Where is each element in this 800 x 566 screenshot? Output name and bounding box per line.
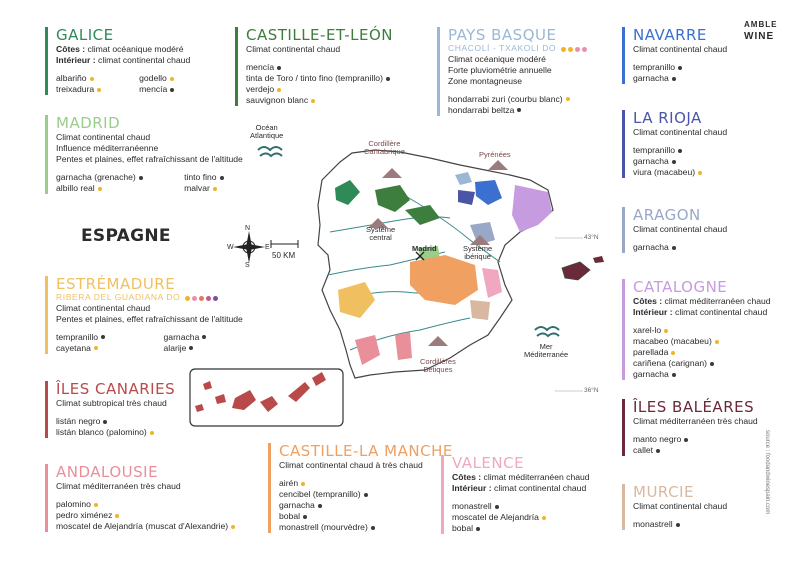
- grape-list: [633, 145, 727, 178]
- grape-item: [633, 347, 771, 358]
- climate-line: [448, 76, 587, 87]
- climate-text: Climat continental chaud: [56, 302, 151, 313]
- white-grape-dot-icon: [277, 88, 281, 92]
- red-grape-dot-icon: [202, 335, 206, 339]
- grape-name: hondarrabi beltza: [448, 104, 515, 115]
- climate-line: [452, 472, 590, 483]
- grape-item: [184, 183, 243, 194]
- grape-item: [56, 73, 117, 84]
- zone-murcie: [470, 300, 490, 320]
- source-credit: source : foodandwinespain.com: [764, 430, 770, 515]
- grape-name: bobal: [452, 523, 474, 533]
- climate-line: [633, 224, 727, 235]
- grape-item: [246, 73, 393, 84]
- red-grape-dot-icon: [386, 77, 390, 81]
- grape-item: [56, 510, 235, 521]
- grape-name: cayetana: [56, 342, 91, 353]
- grape-list: [633, 242, 727, 253]
- mountain-pyrenees: [488, 160, 508, 170]
- grape-name: moscatel de Alejandría: [452, 512, 539, 522]
- grape-name: garnacha: [633, 73, 669, 83]
- climate-text: Climat continental chaud: [56, 132, 151, 142]
- grape-item: [633, 519, 727, 530]
- grape-item: [633, 242, 727, 253]
- red-grape-dot-icon: [672, 246, 676, 250]
- climate-zone-label: Côtes :: [452, 472, 482, 482]
- climate-zone-label: Côtes :: [633, 296, 663, 306]
- white-grape-dot-icon: [90, 77, 94, 81]
- region-andalousie: [45, 464, 235, 532]
- climate-text: Climat continental chaud: [633, 224, 728, 234]
- grape-item: [279, 511, 453, 522]
- grape-item: [56, 332, 142, 343]
- climate-line: [56, 132, 243, 143]
- region-name: CASTILLE-LA MANCHE: [279, 442, 453, 460]
- grape-list: [56, 499, 235, 532]
- grape-list: [279, 478, 453, 533]
- grape-item: [633, 167, 727, 178]
- grape-name: tinta de Toro / tinto fino (tempranillo): [246, 73, 383, 83]
- red-grape-dot-icon: [364, 493, 368, 497]
- grape-name: parellada: [633, 347, 669, 357]
- red-grape-dot-icon: [170, 88, 174, 92]
- red-grape-dot-icon: [672, 77, 676, 81]
- climate-line: [633, 501, 727, 512]
- grape-name: garnacha: [633, 242, 669, 252]
- grape-name: xarel-lo: [633, 325, 662, 335]
- logo-line-2: WINE: [744, 31, 775, 42]
- grape-item: [633, 325, 771, 336]
- climate-line: [448, 65, 587, 76]
- region-iles-baleares: [622, 399, 758, 456]
- red-grape-dot-icon: [476, 527, 480, 531]
- region-name: ANDALOUSIE: [56, 463, 159, 481]
- climate-text: Climat continental chaud: [633, 44, 728, 54]
- region-madrid: [45, 115, 243, 194]
- climate-line: [448, 54, 587, 65]
- grape-list: [56, 172, 243, 194]
- grape-name: albariño: [56, 73, 87, 83]
- region-name: LA RIOJA: [633, 109, 702, 127]
- grape-item: [633, 445, 758, 456]
- climate-text: Climat océanique modéré: [448, 53, 546, 64]
- grape-item: [633, 369, 771, 380]
- grape-item: [448, 105, 587, 116]
- grape-item: [633, 358, 771, 369]
- white-grape-dot-icon: [94, 503, 98, 507]
- climate-line: [452, 483, 590, 494]
- grape-list: [633, 325, 771, 380]
- red-grape-dot-icon: [656, 449, 660, 453]
- compass-e: E: [265, 244, 270, 251]
- grape-list: [56, 332, 243, 354]
- red-grape-dot-icon: [672, 373, 676, 377]
- climate-text: Influence méditerranéenne: [56, 143, 159, 153]
- grape-name: treixadura: [56, 84, 95, 94]
- label-mer-mediterranee: Mer Méditerranée: [524, 342, 569, 359]
- region-name: MURCIE: [633, 483, 694, 501]
- grape-list: [56, 416, 175, 438]
- climate-text: Climat méditerranéen très chaud: [633, 416, 758, 426]
- label-cordillere-cantabrique: Cordillère Cantabrique: [364, 139, 405, 156]
- climate-line: [56, 44, 190, 55]
- grape-name: mencía: [246, 62, 275, 72]
- grape-name: garnacha: [633, 369, 669, 379]
- grape-name: verdejo: [246, 84, 275, 94]
- climate-line: [633, 416, 758, 427]
- appellation-name: CHACOLÍ - TXAKOLI DO: [448, 43, 557, 53]
- label-ocean-atlantique: Océan Atlantique: [250, 123, 284, 140]
- region-name: CASTILLE-ET-LEÓN: [246, 26, 393, 44]
- climate-text: climat continental chaud: [95, 55, 191, 65]
- grape-item: [246, 62, 393, 73]
- grape-item: [279, 489, 453, 500]
- grape-name: listán negro: [56, 416, 101, 426]
- grape-list: [448, 94, 587, 116]
- grape-name: albillo real: [56, 183, 95, 193]
- label-pyrenees: Pyrénées: [479, 150, 511, 159]
- grape-item: [279, 478, 453, 489]
- grape-name: airén: [279, 478, 299, 488]
- climate-line: [56, 481, 235, 492]
- grape-item: [184, 172, 243, 183]
- red-grape-dot-icon: [684, 438, 688, 442]
- climate-text: Pentes et plaines, effet rafraîchissant de l'altitude: [56, 313, 243, 324]
- climate-line: [56, 55, 190, 66]
- wave-icon-atlantique: [258, 147, 282, 156]
- grape-name: mencía: [139, 84, 168, 94]
- grape-item: [279, 500, 453, 511]
- grape-name: garnacha (grenache): [56, 172, 136, 182]
- scale-bar: [271, 240, 298, 248]
- amble-wine-logo: [744, 20, 784, 54]
- region-name: MADRID: [56, 114, 121, 132]
- appellation-color-dots: [559, 44, 587, 54]
- grape-item: [164, 343, 243, 354]
- climate-text: climat méditerranéen chaud: [481, 472, 590, 482]
- region-name: VALENCE: [452, 454, 525, 472]
- red-grape-dot-icon: [101, 335, 105, 339]
- grape-name: tempranillo: [633, 62, 676, 72]
- climate-text: Zone montagneuse: [448, 75, 523, 86]
- red-grape-dot-icon: [220, 176, 224, 180]
- grape-item: [246, 84, 393, 95]
- island-menorca: [593, 256, 604, 263]
- red-grape-dot-icon: [678, 149, 682, 153]
- climate-zone-label: Intérieur :: [633, 307, 673, 317]
- islands-baleares: [562, 262, 590, 280]
- region-catalogne: [622, 279, 771, 380]
- latitude-36n: 36°N: [584, 387, 599, 394]
- region-pays-basque: [437, 27, 587, 116]
- red-grape-dot-icon: [277, 66, 281, 70]
- region-castille-la-manche: [268, 443, 453, 533]
- red-grape-dot-icon: [371, 526, 375, 530]
- climate-text: Climat méditerranéen très chaud: [56, 481, 181, 491]
- white-grape-dot-icon: [213, 187, 217, 191]
- grape-name: garnacha: [163, 331, 200, 342]
- region-galice: [45, 27, 190, 95]
- region-name: GALICE: [56, 26, 114, 44]
- grape-item: [56, 172, 162, 183]
- grape-item: [56, 84, 117, 95]
- grape-item: [633, 434, 758, 445]
- climate-line: [633, 296, 771, 307]
- grape-list: [633, 434, 758, 456]
- grape-name: garnacha: [279, 500, 315, 510]
- region-name: PAYS BASQUE: [448, 26, 557, 44]
- grape-item: [56, 499, 235, 510]
- climate-line: [56, 398, 175, 409]
- climate-text: Climat continental chaud: [633, 501, 728, 511]
- white-grape-dot-icon: [311, 99, 315, 103]
- grape-item: [633, 156, 727, 167]
- appellation-subtitle: [56, 292, 243, 303]
- white-grape-dot-icon: [150, 431, 154, 435]
- scale-label: 50 KM: [272, 251, 296, 260]
- red-grape-dot-icon: [303, 515, 307, 519]
- red-grape-dot-icon: [517, 108, 521, 112]
- climate-zone-label: Intérieur :: [452, 483, 492, 493]
- grape-item: [139, 84, 190, 95]
- white-grape-dot-icon: [115, 514, 119, 518]
- grape-name: godello: [139, 73, 167, 83]
- grape-item: [139, 73, 190, 84]
- grape-item: [452, 512, 590, 523]
- white-grape-dot-icon: [170, 77, 174, 81]
- red-grape-dot-icon: [676, 523, 680, 527]
- climate-line: [56, 154, 243, 165]
- grape-item: [56, 521, 235, 532]
- grape-list: [246, 62, 393, 106]
- climate-text: Climat continental chaud: [246, 44, 341, 54]
- region-name: NAVARRE: [633, 26, 707, 44]
- climate-text: climat océanique modéré: [85, 44, 184, 54]
- zone-andalousie-2: [395, 332, 412, 360]
- label-systeme-central: Système central: [366, 225, 396, 242]
- grape-name: monastrell: [452, 501, 492, 511]
- red-grape-dot-icon: [318, 504, 322, 508]
- region-iles-canaries: [45, 381, 175, 438]
- grape-name: pedro ximénez: [56, 510, 113, 520]
- region-castille-et-leon: [235, 27, 393, 106]
- grape-item: [448, 94, 587, 105]
- grape-item: [56, 343, 142, 354]
- grape-list: [633, 62, 727, 84]
- region-name: ARAGON: [633, 206, 701, 224]
- climate-line: [56, 303, 243, 314]
- red-grape-dot-icon: [672, 160, 676, 164]
- region-name: ESTRÉMADURE: [56, 275, 176, 293]
- appellation-name: RIBERA DEL GUADIANA DO: [56, 292, 181, 302]
- white-grape-dot-icon: [698, 171, 702, 175]
- grape-name: macabeo (macabeu): [633, 336, 712, 346]
- wave-icon-mediterranee: [535, 327, 559, 336]
- grape-name: monastrell (mourvèdre): [279, 522, 368, 532]
- white-grape-dot-icon: [97, 88, 101, 92]
- climate-text: climat méditerranéen chaud: [662, 296, 771, 306]
- climate-text: Pentes et plaines, effet rafraîchissant de l'altitude: [56, 154, 243, 164]
- white-grape-dot-icon: [715, 340, 719, 344]
- climate-zone-label: Côtes :: [56, 44, 86, 54]
- grape-item: [56, 183, 162, 194]
- grape-item: [164, 332, 243, 343]
- climate-line: [279, 460, 453, 471]
- grape-list: [452, 501, 590, 534]
- grape-name: manto negro: [633, 434, 682, 444]
- white-grape-dot-icon: [94, 346, 98, 350]
- grape-item: [246, 95, 393, 106]
- climate-line: [56, 143, 243, 154]
- white-grape-dot-icon: [301, 482, 305, 486]
- region-aragon: [622, 207, 727, 253]
- white-grape-dot-icon: [664, 329, 668, 333]
- region-estremadure: [45, 276, 243, 354]
- grape-name: alarije: [163, 342, 187, 353]
- grape-list: [633, 519, 727, 530]
- label-madrid: Madrid: [412, 244, 437, 253]
- climate-text: climat continental chaud: [491, 483, 587, 493]
- grape-item: [452, 523, 590, 534]
- grape-name: hondarrabi zuri (courbu blanc): [448, 93, 563, 104]
- grape-item: [633, 62, 727, 73]
- grape-name: viura (macabeu): [633, 167, 696, 177]
- red-grape-dot-icon: [495, 505, 499, 509]
- climate-text: Climat subtropical très chaud: [56, 398, 167, 408]
- red-grape-dot-icon: [710, 362, 714, 366]
- grape-item: [633, 145, 727, 156]
- compass-w: W: [227, 244, 234, 251]
- appellation-subtitle: [448, 43, 587, 54]
- region-name: ÎLES CANARIES: [56, 380, 176, 398]
- white-grape-dot-icon: [542, 516, 546, 520]
- climate-text: Climat continental chaud: [633, 127, 728, 137]
- climate-text: Forte pluviométrie annuelle: [448, 64, 552, 75]
- compass-rose-icon: [233, 231, 265, 263]
- grape-list: [56, 73, 190, 95]
- white-grape-dot-icon: [231, 525, 235, 529]
- grape-name: listán blanco (palomino): [56, 427, 147, 437]
- climate-text: Climat continental chaud à très chaud: [279, 460, 423, 470]
- climate-line: [633, 307, 771, 318]
- region-name: CATALOGNE: [633, 278, 728, 296]
- region-name: ÎLES BALÉARES: [633, 398, 755, 416]
- grape-name: tempranillo: [633, 145, 676, 155]
- climate-line: [633, 127, 727, 138]
- grape-name: monastrell: [633, 519, 673, 529]
- climate-zone-label: Intérieur :: [56, 55, 96, 65]
- region-murcie: [622, 484, 727, 530]
- white-grape-dot-icon: [566, 97, 570, 101]
- grape-item: [56, 416, 175, 427]
- red-grape-dot-icon: [139, 176, 143, 180]
- climate-text: climat continental chaud: [672, 307, 768, 317]
- region-la-rioja: [622, 110, 727, 178]
- climate-line: [56, 314, 243, 325]
- grape-item: [633, 73, 727, 84]
- grape-item: [56, 427, 175, 438]
- grape-name: tinto fino: [184, 172, 217, 182]
- grape-item: [633, 336, 771, 347]
- white-grape-dot-icon: [98, 187, 102, 191]
- white-grape-dot-icon: [671, 351, 675, 355]
- latitude-43n: 43°N: [584, 234, 599, 241]
- compass-n: N: [245, 225, 251, 232]
- grape-name: malvar: [184, 183, 210, 193]
- grape-name: tempranillo: [56, 331, 99, 342]
- grape-item: [452, 501, 590, 512]
- grape-name: callet: [633, 445, 654, 455]
- compass-s: S: [245, 262, 250, 269]
- grape-name: bobal: [279, 511, 301, 521]
- red-grape-dot-icon: [103, 420, 107, 424]
- label-systeme-iberique: Système ibérique: [463, 244, 493, 261]
- grape-name: cencibel (tempranillo): [279, 489, 361, 499]
- climate-line: [246, 44, 393, 55]
- logo-line-1: AMBLE: [744, 20, 778, 29]
- grape-name: palomino: [56, 499, 91, 509]
- grape-name: moscatel de Alejandría (muscat d'Alexandrie): [56, 521, 229, 531]
- grape-name: sauvignon blanc: [246, 95, 309, 105]
- red-grape-dot-icon: [678, 66, 682, 70]
- appellation-color-dots: [183, 293, 218, 303]
- climate-line: [633, 44, 727, 55]
- label-cordilleres-betiques: Cordillères Bétiques: [420, 357, 456, 374]
- grape-name: garnacha: [633, 156, 669, 166]
- map-title: ESPAGNE: [81, 226, 171, 246]
- grape-name: cariñena (carignan): [633, 358, 708, 368]
- region-valence: [441, 455, 590, 534]
- zone-catalogne: [512, 185, 552, 232]
- red-grape-dot-icon: [189, 346, 193, 350]
- grape-item: [279, 522, 453, 533]
- region-navarre: [622, 27, 727, 84]
